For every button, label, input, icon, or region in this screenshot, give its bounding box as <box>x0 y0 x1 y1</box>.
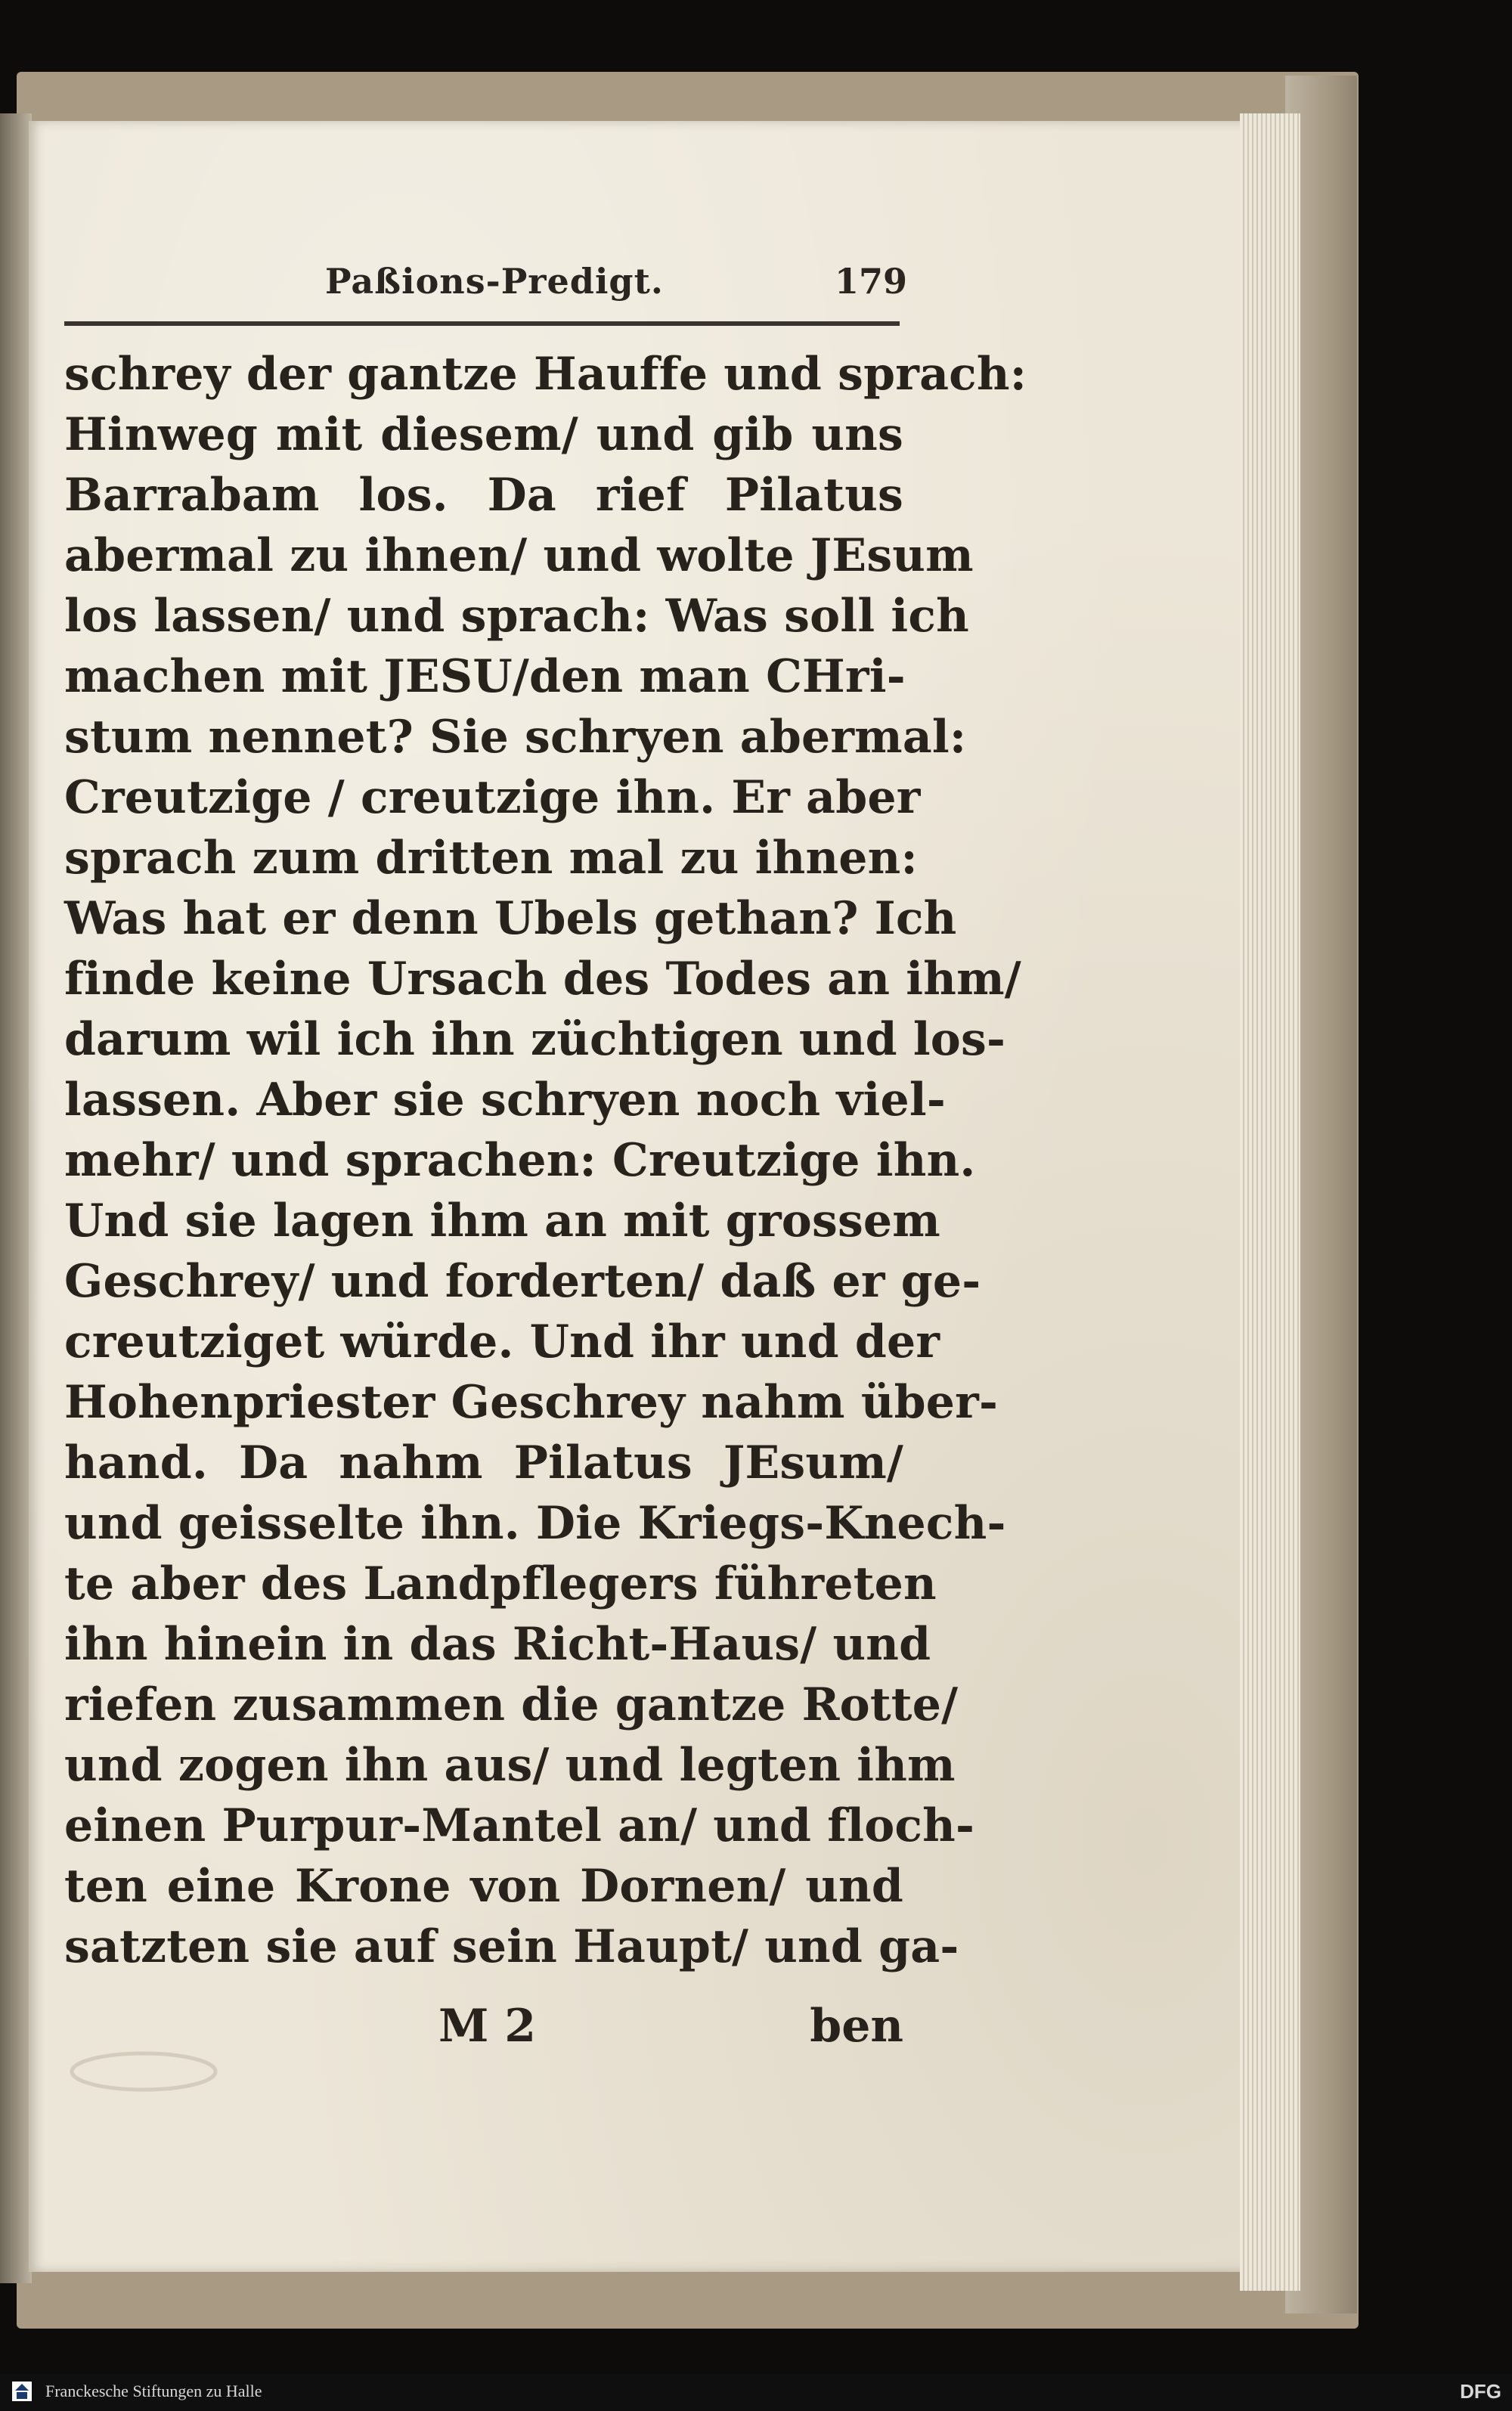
body-text <box>64 344 1027 1977</box>
text-line: stum nennet? Sie schryen abermal: <box>64 711 967 764</box>
text-line: darum wil ich ihn züchtigen und los- <box>64 1013 1006 1066</box>
institution-name: Franckesche Stiftungen zu Halle <box>45 2382 262 2400</box>
institution-logo-icon <box>11 2380 33 2403</box>
running-title: Paßions-Predigt. <box>325 261 664 302</box>
text-line: schrey der gantze Hauffe und sprach: <box>64 348 1027 401</box>
text-line: finde keine Ursach des Todes an ihm/ <box>64 953 1021 1006</box>
text-line: mehr/ und sprachen: Creutzige ihn. <box>64 1134 976 1187</box>
text-line: te aber des Landpflegers führeten <box>64 1557 937 1610</box>
text-line: Und sie lagen ihm an mit grossem <box>64 1195 940 1247</box>
text-line: satzten sie auf sein Haupt/ und ga- <box>64 1920 959 1973</box>
text-line: ihn hinein in das Richt-Haus/ und <box>64 1618 931 1671</box>
text-line: riefen zusammen die gantze Rotte/ <box>64 1678 959 1731</box>
text-line: Creutzige / creutzige ihn. Er aber <box>64 771 921 824</box>
text-line: Was hat er denn Ubels gethan? Ich <box>64 892 957 945</box>
text-line: los lassen/ und sprach: Was soll ich <box>64 590 969 643</box>
page-number: 179 <box>834 261 907 302</box>
text-line: Hinweg mit diesem/ und gib uns <box>64 408 903 461</box>
header-rule <box>64 321 900 326</box>
page-stack-edge <box>1240 113 1300 2291</box>
viewer-footer <box>0 2374 1512 2411</box>
text-line: Barrabam los. Da rief Pilatus <box>64 469 903 522</box>
text-line: und geisselte ihn. Die Kriegs-Knech- <box>64 1497 1006 1550</box>
text-line: sprach zum dritten mal zu ihnen: <box>64 832 918 885</box>
previous-page-edge <box>0 113 32 2283</box>
text-line: lassen. Aber sie schryen noch viel- <box>64 1074 946 1126</box>
text-line: und zogen ihn aus/ und legten ihm <box>64 1739 956 1792</box>
signature-mark: M 2 <box>438 2000 537 2053</box>
text-line: ten eine Krone von Dornen/ und <box>64 1860 903 1913</box>
text-line: Geschrey/ und forderten/ daß er ge- <box>64 1255 981 1308</box>
text-line: machen mit JESU/den man CHri- <box>64 650 906 703</box>
dfg-logo: DFG <box>1460 2380 1501 2403</box>
catchword: ben <box>810 2000 903 2053</box>
text-line: abermal zu ihnen/ und wolte JEsum <box>64 529 974 582</box>
page-header <box>38 261 907 306</box>
text-line: Hohenpriester Geschrey nahm über- <box>64 1376 999 1429</box>
library-stamp-mark <box>64 2049 223 2094</box>
text-line: hand. Da nahm Pilatus JEsum/ <box>64 1436 903 1489</box>
text-line: einen Purpur-Mantel an/ und floch- <box>64 1799 975 1852</box>
text-line: creutziget würde. Und ihr und der <box>64 1316 940 1368</box>
